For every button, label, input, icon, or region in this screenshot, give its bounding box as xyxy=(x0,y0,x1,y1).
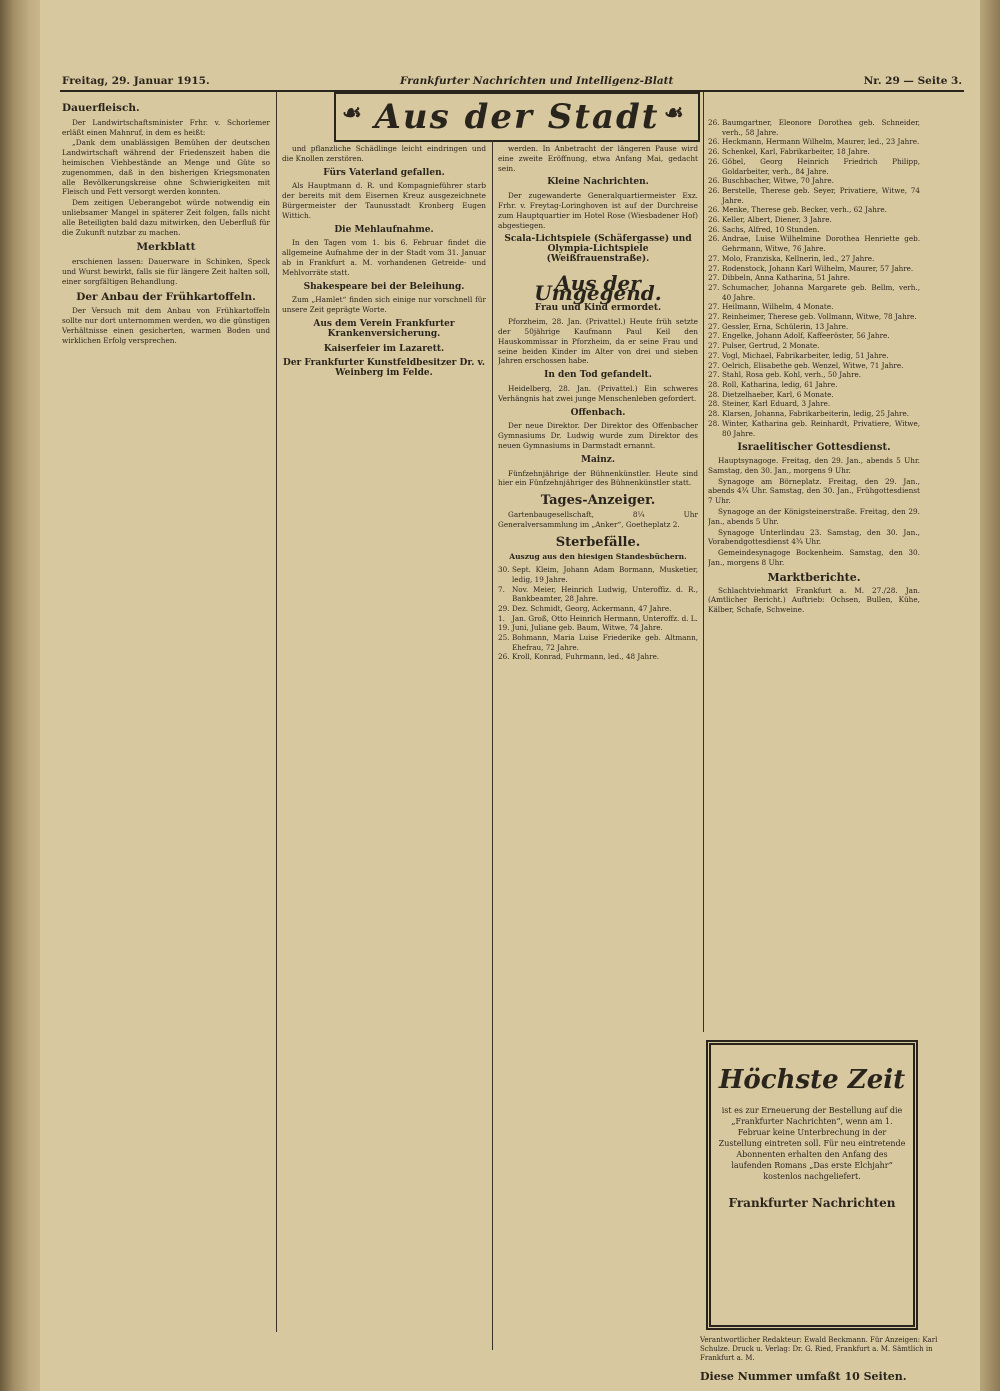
death-date: 26. xyxy=(708,156,720,166)
ornament-left-icon: ☙ xyxy=(342,100,362,126)
death-text: Molo, Franziska, Kellnerin, led., 27 Jahre. xyxy=(722,253,875,263)
death-entry xyxy=(708,283,920,302)
article-paragraph: Synagoge an der Königsteinerstraße. Freitag, den 29. Jan., abends 5 Uhr. xyxy=(708,506,920,526)
death-text: Reinheimer, Therese geb. Vollmann, Witwe, 78 Jahre. xyxy=(722,312,917,322)
death-entry xyxy=(708,312,920,322)
section-umgegend: Aus der Umgegend. xyxy=(534,270,662,305)
page-header xyxy=(62,72,962,90)
column-2 xyxy=(282,144,486,1344)
death-text: Nov. Meier, Heinrich Ludwig, Unteroffiz. d. R., Bankbeamter, 28 Jahre. xyxy=(512,584,698,604)
death-date: 26. xyxy=(708,176,720,186)
headline-mainz: Mainz. xyxy=(580,454,615,465)
death-text: Vogl, Michael, Fabrikarbeiter, ledig, 51 Jahre. xyxy=(722,350,889,360)
death-entry xyxy=(708,254,920,264)
headline-kaiserfeier: Kaiserfeier im Lazarett. xyxy=(323,343,445,354)
death-entry xyxy=(498,623,698,633)
death-date: 28. xyxy=(708,418,720,428)
death-entry xyxy=(498,614,698,624)
death-date: 30. xyxy=(498,565,510,575)
death-entry xyxy=(708,137,920,147)
death-date: 28. xyxy=(708,389,720,399)
death-date: 28. xyxy=(708,379,720,389)
death-text: Dietzelhaeber, Karl, 6 Monate. xyxy=(722,389,834,399)
advert-title: Höchste Zeit xyxy=(718,1065,906,1095)
advert-footer: Frankfurter Nachrichten xyxy=(728,1196,896,1210)
headline-tod: In den Tod gefandelt. xyxy=(544,370,652,381)
page-count-note: Diese Nummer umfaßt 10 Seiten. xyxy=(700,1370,907,1383)
death-date: 27. xyxy=(708,282,720,292)
column-3 xyxy=(498,144,698,1364)
death-date: 26. xyxy=(708,137,720,147)
death-text: Keller, Albert, Diener, 3 Jahre. xyxy=(722,215,832,225)
section-title: Aus der Stadt xyxy=(374,97,660,137)
death-text: Engelke, Johann Adolf, Kaffeeröster, 56 Jahre. xyxy=(722,331,890,341)
death-text: Baumgartner, Eleonore Dorothea geb. Schneider, verh., 58 Jahre. xyxy=(722,118,920,137)
death-list xyxy=(498,565,698,662)
death-date: 1. xyxy=(498,613,505,623)
death-entry xyxy=(708,380,920,390)
article-paragraph: Gartenbaugesellschaft, 8¼ Uhr Generalversammlung im „Anker“, Goetheplatz 2. xyxy=(498,509,698,529)
death-entry xyxy=(498,652,698,662)
headline-tages-anzeiger: Tages-Anzeiger. xyxy=(540,493,656,509)
article-paragraph: Der zugewanderte Generalquartiermeister Exz. Frhr. v. Freytag-Loringhoven ist auf der Durchreise zum Hauptquartier im Hotel Rose (Wiesbadener Hof) abgestiegen. xyxy=(498,191,698,230)
death-date: 28. xyxy=(708,399,720,409)
death-text: Oelrich, Elisabethe geb. Wenzel, Witwe, 71 Jahre. xyxy=(722,360,904,370)
article-paragraph: Schlachtviehmarkt Frankfurt a. M. 27./28. Jan. (Amtlicher Bericht.) Auftrieb: Ochsen, Bullen, Kühe, Kälber, Schafe, Schweine. xyxy=(708,585,920,615)
death-date: 26. xyxy=(498,652,510,662)
death-date: 27. xyxy=(708,302,720,312)
headline-marktberichte: Marktberichte. xyxy=(767,570,861,584)
death-date: 27. xyxy=(708,253,720,263)
headline-dauerfleisch: Dauerfleisch. xyxy=(62,102,140,114)
article-paragraph: werden. In Anbetracht der längeren Pause wird eine zweite Eröffnung, etwa Anfang Mai, gedacht sein. xyxy=(498,144,698,173)
death-entry xyxy=(708,225,920,235)
death-entry xyxy=(708,157,920,176)
death-date: 26. xyxy=(708,234,720,244)
death-text: Steiner, Karl Eduard, 3 Jahre. xyxy=(722,399,831,409)
imprint: Verantwortlicher Redakteur: Ewald Beckmann. Für Anzeigen: Karl Schulze. Druck u. Verlag: Dr. G. Ried, Frankfurt a. M. Sämtlich in Frankfurt a. M. xyxy=(700,1336,938,1362)
death-date: 27. xyxy=(708,321,720,331)
death-date: 26. xyxy=(708,224,720,234)
death-text: Juni, Juliane geb. Baum, Witwe, 74 Jahre. xyxy=(512,623,663,633)
headline-weinberg: Der Frankfurter Kunstfeldbesitzer Dr. v. Weinberg im Felde. xyxy=(283,358,485,379)
death-entry xyxy=(708,322,920,332)
article-paragraph: Der neue Direktor. Der Direktor des Offenbacher Gymnasiums Dr. Ludwig wurde zum Direktor des neuen Gymnasiums in Darmstadt ernannt. xyxy=(498,421,698,450)
death-list xyxy=(708,118,920,438)
death-text: Rodenstock, Johann Karl Wilhelm, Maurer, 57 Jahre. xyxy=(722,263,914,273)
death-text: Buschbacher, Witwe, 70 Jahre. xyxy=(722,176,834,186)
death-text: Schumacher, Johanna Margarete geb. Bellm, verh., 40 Jahre. xyxy=(722,282,920,302)
column-1 xyxy=(62,98,270,1338)
death-date: 27. xyxy=(708,331,720,341)
death-entry xyxy=(708,205,920,215)
headline-ermordet: Frau und Kind ermordet. xyxy=(534,303,662,314)
death-text: Sept. Kleim, Johann Adam Bormann, Musketier, ledig, 19 Jahre. xyxy=(512,565,698,584)
article-paragraph: erschienen lassen: Dauerware in Schinken, Speck und Wurst bewirkt, falls sie für längere Zeit halten soll, einer sorgfältigen Behandlung. xyxy=(62,257,270,286)
article-paragraph: und pflanzliche Schädlinge leicht eindringen und die Knollen zerstören. xyxy=(282,144,486,163)
death-entry xyxy=(708,273,920,283)
headline-gefallen: Fürs Vaterland gefallen. xyxy=(323,167,445,178)
death-entry xyxy=(708,331,920,341)
death-date: 26. xyxy=(708,205,720,215)
page-edge xyxy=(980,0,1000,1391)
article-paragraph: Gemeindesynagoge Bockenheim. Samstag, den 30. Jan., morgens 8 Uhr. xyxy=(708,548,920,567)
death-entry xyxy=(708,370,920,380)
death-entry xyxy=(708,176,920,186)
death-text: Jan. Groß, Otto Heinrich Hermann, Unteroffz. d. L. xyxy=(512,613,698,623)
book-binding xyxy=(0,0,40,1391)
column-4 xyxy=(708,118,920,1038)
headline-standesbuecher: Auszug aus den hiesigen Standesbüchern. xyxy=(509,552,687,562)
death-entry xyxy=(708,351,920,361)
article-paragraph: Fünfzehnjährige der Bühnenkünstler. Heute sind hier ein Fünfzehnjähriger des Bühnenkünstler statt. xyxy=(498,468,698,488)
death-entry xyxy=(708,264,920,274)
death-text: Göbel, Georg Heinrich Friedrich Philipp, Goldarbeiter, verh., 84 Jahre. xyxy=(722,156,920,176)
death-date: 19. xyxy=(498,623,510,633)
headline-gottesdienst: Israelitischer Gottesdienst. xyxy=(737,442,891,454)
column-rule-1 xyxy=(276,92,277,1332)
death-text: Sachs, Alfred, 10 Stunden. xyxy=(722,224,820,234)
death-entry xyxy=(708,399,920,409)
article-paragraph: Hauptsynagoge. Freitag, den 29. Jan., abends 5 Uhr. Samstag, den 30. Jan., morgens 9 Uhr. xyxy=(708,456,920,475)
headline-lichtspiele: Scala-Lichtspiele (Schäfergasse) und Olympia-Lichtspiele (Weißfrauenstraße). xyxy=(504,234,692,264)
death-entry xyxy=(708,234,920,253)
page-number: Nr. 29 — Seite 3. xyxy=(863,75,962,87)
paper-name: Frankfurter Nachrichten und Intelligenz-Blatt xyxy=(399,75,674,87)
article-paragraph: Der Versuch mit dem Anbau von Frühkartoffeln sollte nur dort unternommen werden, wo die günstigen Verhältnisse einen gesicherten, warmen Boden und wirklichen Erfolg versprechen. xyxy=(62,306,270,345)
death-entry xyxy=(708,419,920,438)
death-text: Andrae, Luise Wilhelmine Dorothea Henriette geb. Gehrmann, Witwe, 76 Jahre. xyxy=(722,234,920,254)
headline-shakespeare: Shakespeare bei der Beleihung. xyxy=(303,281,465,292)
death-text: Kroll, Konrad, Fuhrmann, led., 48 Jahre. xyxy=(512,652,660,662)
death-date: 28. xyxy=(708,409,720,419)
headline-krankenversicherung: Aus dem Verein Frankfurter Krankenversicherung. xyxy=(313,318,455,339)
death-text: Klarsen, Johanna, Fabrikarbeiterin, ledig, 25 Jahre. xyxy=(722,409,910,419)
death-date: 27. xyxy=(708,341,720,351)
death-text: Heckmann, Hermann Wilhelm, Maurer, led., 23 Jahre. xyxy=(722,137,920,147)
death-entry xyxy=(708,361,920,371)
death-entry xyxy=(498,565,698,584)
headline-fruehkartoffeln: Der Anbau der Frühkartoffeln. xyxy=(76,290,256,303)
article-paragraph: Zum „Hamlet“ finden sich einige nur vorschnell für unsere Zeit geprägte Worte. xyxy=(282,295,486,315)
death-entry xyxy=(708,390,920,400)
death-text: Winter, Katharina geb. Reinhardt, Privatiere, Witwe, 80 Jahre. xyxy=(722,418,920,438)
article-paragraph: Der Landwirtschaftsminister Frhr. v. Schorlemer erläßt einen Mahnruf, in dem es heißt: xyxy=(62,117,270,137)
death-text: Dez. Schmidt, Georg, Ackermann, 47 Jahre. xyxy=(512,603,672,613)
article-paragraph: „Dank dem unablässigen Bemühen der deutschen Landwirtschaft während der Friedenszeit haben die heimischen Viehbestände an Menge und Güte so zugenommen, daß in den bisherigen Kriegsmonaten alle Bevölkerungskreise ohne Schwierigkeiten mit Fleisch und Fett versorgt werden konnten. xyxy=(62,138,270,197)
death-date: 27. xyxy=(708,273,720,283)
column-rule-2 xyxy=(492,140,493,1350)
death-text: Roll, Katharina, ledig, 61 Jahre. xyxy=(722,379,838,389)
death-entry xyxy=(708,118,920,137)
death-date: 27. xyxy=(708,350,720,360)
headline-mehlaufnahme: Die Mehlaufnahme. xyxy=(334,224,434,235)
death-entry xyxy=(498,585,698,604)
death-text: Schenkel, Karl, Fabrikarbeiter, 18 Jahre. xyxy=(722,147,870,157)
death-date: 26. xyxy=(708,215,720,225)
article-paragraph: Heidelberg, 28. Jan. (Privattel.) Ein schweres Verhängnis hat zwei junge Menschenleben gefordert. xyxy=(498,383,698,403)
death-entry xyxy=(708,409,920,419)
death-text: Stahl, Rosa geb. Kohl, verh., 50 Jahre. xyxy=(722,370,862,380)
article-paragraph: Als Hauptmann d. R. und Kompagnieführer starb der bereits mit dem Eisernen Kreuz ausgezeichnete Bürgermeister der Taunusstadt Kronberg Eugen Wittich. xyxy=(282,181,486,220)
death-date: 26. xyxy=(708,118,720,127)
column-rule-3 xyxy=(703,92,704,1032)
subscription-advert xyxy=(706,1040,918,1330)
headline-kleine-nachrichten: Kleine Nachrichten. xyxy=(547,177,649,188)
ornament-right-icon: ☙ xyxy=(664,100,684,126)
article-paragraph: Synagoge Unterlindau 23. Samstag, den 30. Jan., Vorabendgottesdienst 4¾ Uhr. xyxy=(708,527,920,547)
death-entry xyxy=(708,341,920,351)
headline-offenbach: Offenbach. xyxy=(570,407,626,418)
death-text: Menke, Therese geb. Becker, verh., 62 Jahre. xyxy=(722,205,887,215)
death-date: 26. xyxy=(708,147,720,157)
death-date: 26. xyxy=(708,185,720,195)
death-entry xyxy=(708,147,920,157)
death-entry xyxy=(498,633,698,652)
death-text: Dibbeln, Anna Katharina, 51 Jahre. xyxy=(722,273,850,283)
headline-merkblatt: Merkblatt xyxy=(136,241,196,254)
issue-date: Freitag, 29. Januar 1915. xyxy=(62,75,210,87)
article-paragraph: In den Tagen vom 1. bis 6. Februar findet die allgemeine Aufnahme der in der Stadt vom 31. Januar ab in Frankfurt a. M. vorhandenen Getreide- und Mehlvorräte statt. xyxy=(282,238,486,277)
death-entry xyxy=(708,186,920,205)
death-date: 29. xyxy=(498,603,510,613)
death-date: 27. xyxy=(708,360,720,370)
death-date: 25. xyxy=(498,633,510,643)
article-paragraph: Dem zeitigen Ueberangebot würde notwendig ein unliebsamer Mangel in späterer Zeit folgen, falls nicht alle Beteiligten bald dazu mitwirken, den Ueberfluß für die Zukunft nutzbar zu machen. xyxy=(62,198,270,237)
death-entry xyxy=(708,215,920,225)
death-date: 7. xyxy=(498,584,505,594)
death-entry xyxy=(708,302,920,312)
death-text: Bohmann, Maria Luise Friederike geb. Altmann, Ehefrau, 72 Jahre. xyxy=(512,633,698,652)
death-date: 27. xyxy=(708,312,720,322)
advert-body: ist es zur Erneuerung der Bestellung auf die „Frankfurter Nachrichten“, wenn am 1. Februar keine Unterbrechung in der Zustellung eintreten soll. Für neu eintretende Abonnenten erhalten den Anfang des laufenden Romans „Das erste Elchjahr“ kostenlos nachgeliefert. xyxy=(718,1106,906,1181)
death-entry xyxy=(498,604,698,614)
death-text: Berstelle, Therese geb. Seyer, Privatiere, Witwe, 74 Jahre. xyxy=(722,185,920,205)
article-paragraph: Synagoge am Börneplatz. Freitag, den 29. Jan., abends 4¾ Uhr. Samstag, den 30. Jan., Frühgottesdienst 7 Uhr. xyxy=(708,476,920,506)
death-text: Heilmann, Wilhelm, 4 Monate. xyxy=(722,302,834,312)
article-paragraph: Pforzheim, 28. Jan. (Privattel.) Heute früh setzte der 50jährige Kaufmann Paul Keil den Hauskommissar in Pforzheim, da er seine Frau und seine beiden Kinder im Alter von drei und sieben Jahren erschossen habe. xyxy=(498,317,698,366)
death-date: 27. xyxy=(708,263,720,273)
death-date: 27. xyxy=(708,370,720,380)
death-text: Gessler, Erna, Schülerin, 13 Jahre. xyxy=(722,321,849,331)
section-masthead xyxy=(334,92,700,142)
death-text: Pulser, Gertrud, 2 Monate. xyxy=(722,341,820,351)
headline-sterbefaelle: Sterbefälle. xyxy=(555,534,641,550)
